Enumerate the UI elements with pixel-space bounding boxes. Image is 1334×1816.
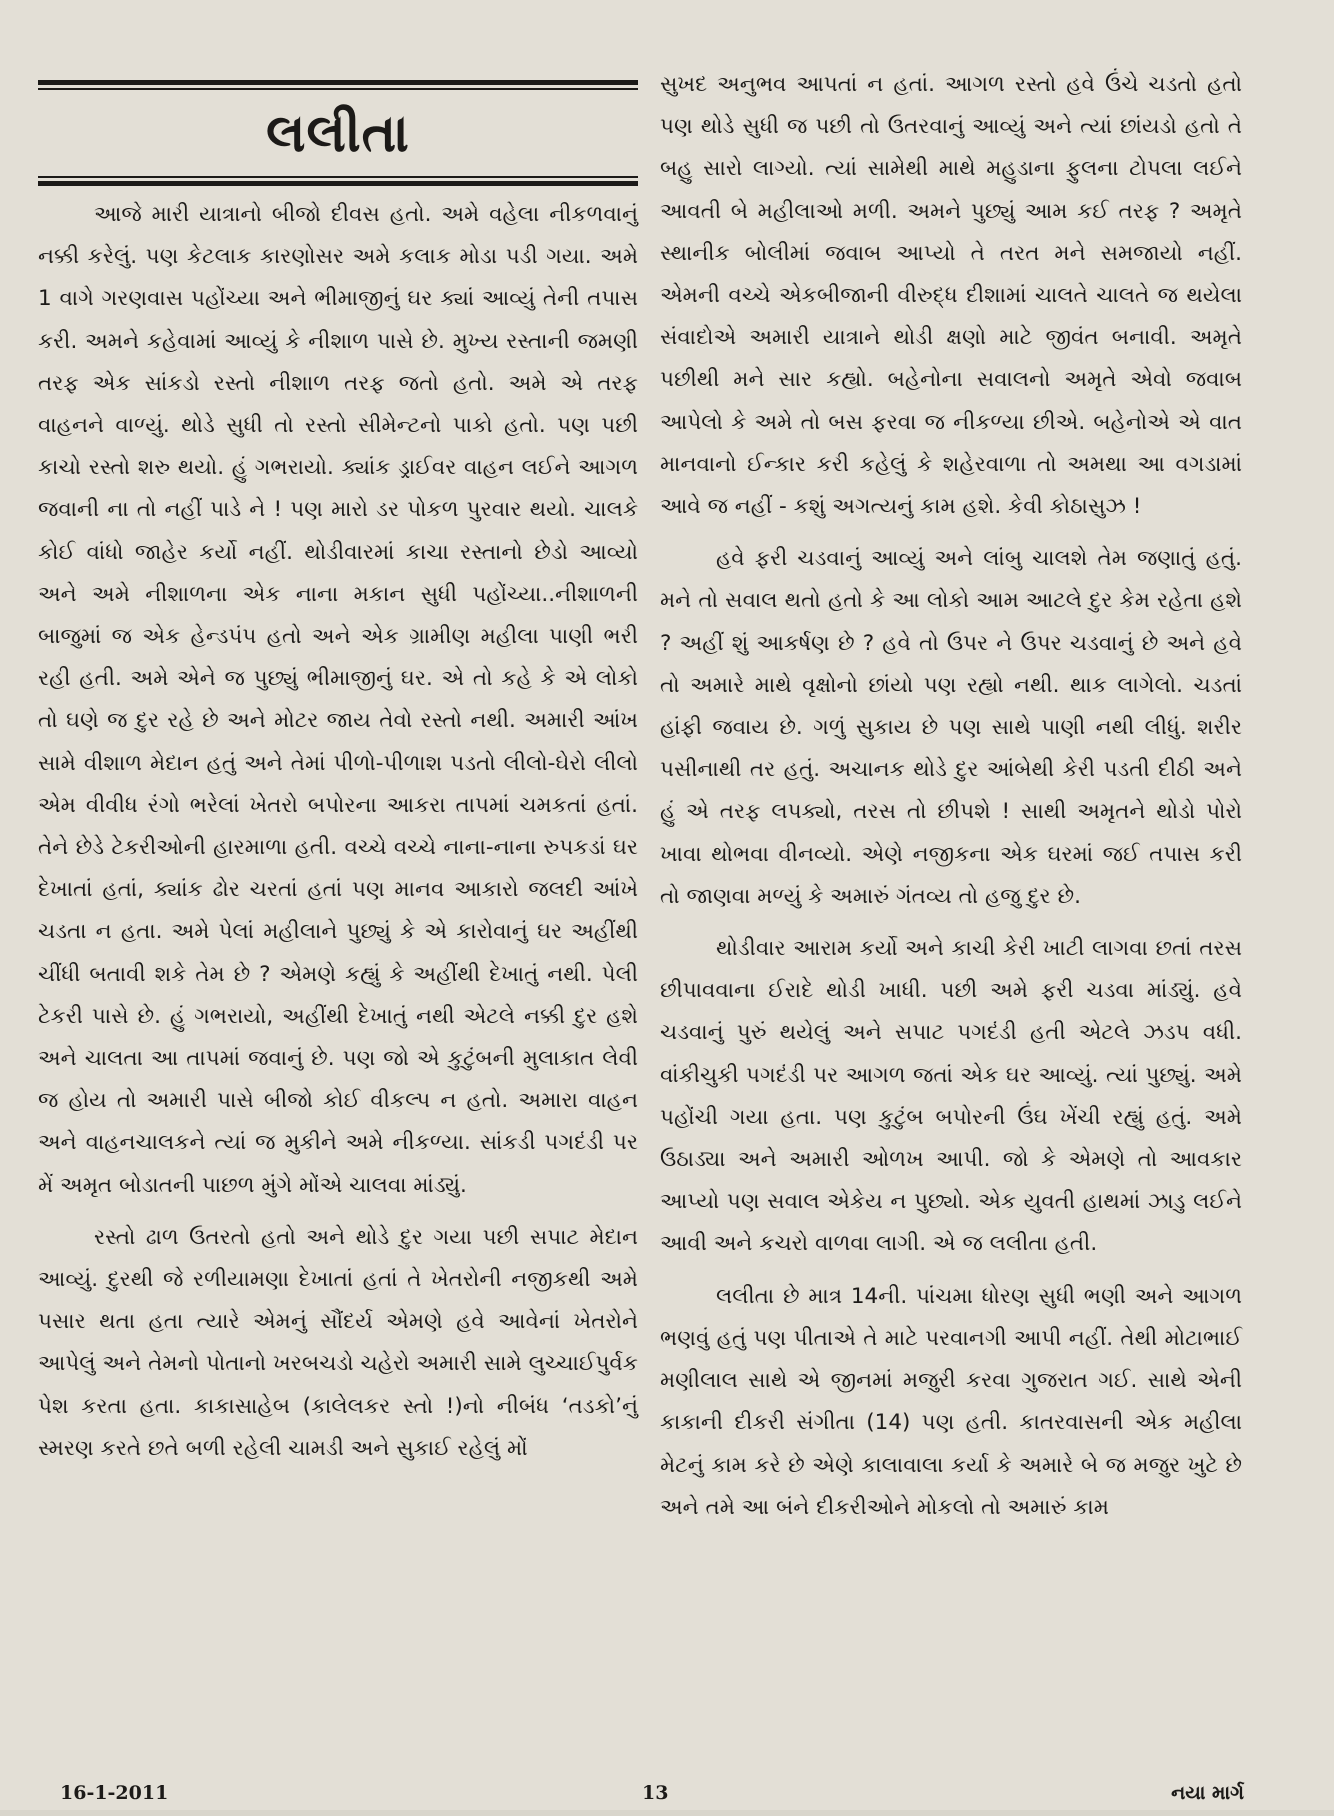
article-title: લલીતા	[266, 104, 410, 164]
page-number: 13	[642, 1782, 669, 1804]
paragraph: લલીતા છે માત્ર 14ની. પાંચમા ધોરણ સુધી ભણી અને આગળ ભણવું હતું પણ પીતાએ તે માટે પરવાનગી આપી નહીં. તેથી મોટાભાઈ મણીલાલ સાથે એ જીનમાં મજુરી કરવા ગુજરાત ગઈ. સાથે એની કાકાની દીકરી સંગીતા (14) પણ હતી. કાતરવાસની એક મહીલા મેટનું કામ કરે છે એણે કાલાવાલા કર્યા કે અમારે બે જ મજુર ખુટે છે અને તમે આ બંને દીકરીઓને મોકલો તો અમારું કામ	[660, 1283, 1242, 1520]
right-column	[660, 64, 1242, 1529]
header-rule-thick-top	[38, 80, 638, 85]
paragraph: રસ્તો ઢાળ ઉતરતો હતો અને થોડે દુર ગયા પછી સપાટ મેદાન આવ્યું. દુરથી જે રળીયામણા દેખાતાં હતાં તે ખેતરોની નજીકથી અમે પસાર થતા હતા ત્યારે એમનું સૌંદર્ય એમણે હવે આવેનાં ખેતરોને આપેલું અને તેમનો પોતાનો ખરબચડો ચહેરો અમારી સામે લુચ્ચાઈપુર્વક પેશ કરતા હતા. કાકાસાહેબ (કાલેલકર સ્તો !)નો નીબંધ ‘તડકો’નું સ્મરણ કરતે છતે બળી રહેલી ચામડી અને સુકાઈ રહેલું મોં	[38, 1224, 638, 1461]
header-rule-thin-bottom	[38, 176, 638, 178]
magazine-name: નયા માર્ગ	[1171, 1782, 1244, 1804]
header-rule-thin-top	[38, 88, 638, 90]
paragraph: થોડીવાર આરામ કર્યો અને કાચી કેરી ખાટી લાગવા છતાં તરસ છીપાવવાના ઈરાદે થોડી ખાધી. પછી અમે ફરી ચડવા માંડ્યું. હવે ચડવાનું પુરું થયેલું અને સપાટ પગદંડી હતી એટલે ઝડપ વધી. વાંકીચુકી પગદંડી પર આગળ જતાં એક ઘર આવ્યું. ત્યાં પુછ્યું. અમે પહોંચી ગયા હતા. પણ કુટુંબ બપોરની ઉંઘ ખેંચી રહ્યું હતું. અમે ઉઠાડ્યા અને અમારી ઓળખ આપી. જો કે એમણે તો આવકાર આપ્યો પણ સવાલ એકેય ન પુછ્યો. એક યુવતી હાથમાં ઝાડુ લઈને આવી અને કચરો વાળવા લાગી. એ જ લલીતા હતી.	[660, 936, 1242, 1257]
paragraph: હવે ફરી ચડવાનું આવ્યું અને લાંબુ ચાલશે તેમ જણાતું હતું. મને તો સવાલ થતો હતો કે આ લોકો આમ આટલે દુર કેમ રહેતા હશે ? અહીં શું આકર્ષણ છે ? હવે તો ઉપર ને ઉપર ચડવાનું છે અને હવે તો અમારે માથે વૃક્ષોનો છાંયો પણ રહ્યો નથી. થાક લાગેલો. ચડતાં હાંફી જવાય છે. ગળું સુકાય છે પણ સાથે પાણી નથી લીધું. શરીર પસીનાથી તર હતું. અચાનક થોડે દુર આંબેથી કેરી પડતી દીઠી અને હું એ તરફ લપક્યો, તરસ તો છીપશે ! સાથી અમૃતને થોડો પોરો ખાવા થોભવા વીનવ્યો. એણે નજીકના એક ઘરમાં જઈ તપાસ કરી તો જાણવા મળ્યું કે અમારું ગંતવ્ય તો હજુ દુર છે.	[660, 546, 1242, 909]
paragraph-continued: સુખદ અનુભવ આપતાં ન હતાં. આગળ રસ્તો હવે ઉંચે ચડતો હતો પણ થોડે સુધી જ પછી તો ઉતરવાનું આવ્યું અને ત્યાં છાંયડો હતો તે બહુ સારો લાગ્યો. ત્યાં સામેથી માથે મહુડાના ફુલના ટોપલા લઈને આવતી બે મહીલાઓ મળી. અમને પુછ્યું આમ કઈ તરફ ? અમૃતે સ્થાનીક બોલીમાં જવાબ આપ્યો તે તરત મને સમજાયો નહીં. એમની વચ્ચે એકબીજાની વીરુદ્ધ દીશામાં ચાલતે ચાલતે જ થયેલા સંવાદોએ અમારી યાત્રાને થોડી ક્ષણો માટે જીવંત બનાવી. અમૃતે પછીથી મને સાર કહ્યો. બહેનોના સવાલનો અમૃતે એવો જવાબ આપેલો કે અમે તો બસ ફરવા જ નીકળ્યા છીએ. બહેનોએ એ વાત માનવાનો ઈન્કાર કરી કહેલું કે શહેરવાળા તો અમથા આ વગડામાં આવે જ નહીં - કશું અગત્યનું કામ હશે. કેવી કોઠાસુઝ !	[660, 72, 1242, 520]
header-rule-thick-bottom	[38, 181, 638, 186]
page-footer	[0, 1782, 1334, 1816]
left-column	[38, 194, 638, 1470]
issue-date: 16-1-2011	[60, 1782, 169, 1804]
article-header	[38, 70, 638, 188]
paragraph: આજે મારી યાત્રાનો બીજો દીવસ હતો. અમે વહેલા નીકળવાનું નક્કી કરેલું. પણ કેટલાક કારણોસર અમે કલાક મોડા પડી ગયા. અમે 1 વાગે ગરણવાસ પહોંચ્યા અને ભીમાજીનું ઘર ક્યાં આવ્યું તેની તપાસ કરી. અમને કહેવામાં આવ્યું કે નીશાળ પાસે છે. મુખ્ય રસ્તાની જમણી તરફ એક સાંકડો રસ્તો નીશાળ તરફ જતો હતો. અમે એ તરફ વાહનને વાળ્યું. થોડે સુધી તો રસ્તો સીમેન્ટનો પાકો હતો. પણ પછી કાચો રસ્તો શરુ થયો. હું ગભરાયો. ક્યાંક ડ્રાઈવર વાહન લઈને આગળ જવાની ના તો નહીં પાડે ને ! પણ મારો ડર પોકળ પુરવાર થયો. ચાલકે કોઈ વાંધો જાહેર કર્યો નહીં. થોડીવારમાં કાચા રસ્તાનો છેડો આવ્યો અને અમે નીશાળના એક નાના મકાન સુધી પહોંચ્યા..નીશાળની બાજુમાં જ એક હેન્ડપંપ હતો અને એક ગ્રામીણ મહીલા પાણી ભરી રહી હતી. અમે એને જ પુછ્યું ભીમાજીનું ઘર. એ તો કહે કે એ લોકો તો ઘણે જ દુર રહે છે અને મોટર જાય તેવો રસ્તો નથી. અમારી આંખ સામે વીશાળ મેદાન હતું અને તેમાં પીળો-પીળાશ પડતો લીલો-ઘેરો લીલો એમ વીવીધ રંગો ભરેલાં ખેતરો બપોરના આકરા તાપમાં ચમકતાં હતાં. તેને છેડે ટેકરીઓની હારમાળા હતી. વચ્ચે વચ્ચે નાના-નાના રુપકડાં ઘર દેખાતાં હતાં, ક્યાંક ઢોર ચરતાં હતાં પણ માનવ આકારો જલદી આંખે ચડતા ન હતા. અમે પેલાં મહીલાને પુછ્યું કે એ કારોવાનું ઘર અહીંથી ચીંધી બતાવી શકે તેમ છે ? એમણે કહ્યું કે અહીંથી દેખાતું નથી. પેલી ટેકરી પાસે છે. હું ગભરાયો, અહીંથી દેખાતું નથી એટલે નક્કી દુર હશે અને ચાલતા આ તાપમાં જવાનું છે. પણ જો એ કુટુંબની મુલાકાત લેવી જ હોય તો અમારી પાસે બીજો કોઈ વીકલ્પ ન હતો. અમારા વાહન અને વાહનચાલકને ત્યાં જ મુકીને અમે નીકળ્યા. સાંકડી પગદંડી પર મેં અમૃત બોડાતની પાછળ મુંગે મોંએ ચાલવા માંડ્યું.	[38, 202, 638, 1198]
